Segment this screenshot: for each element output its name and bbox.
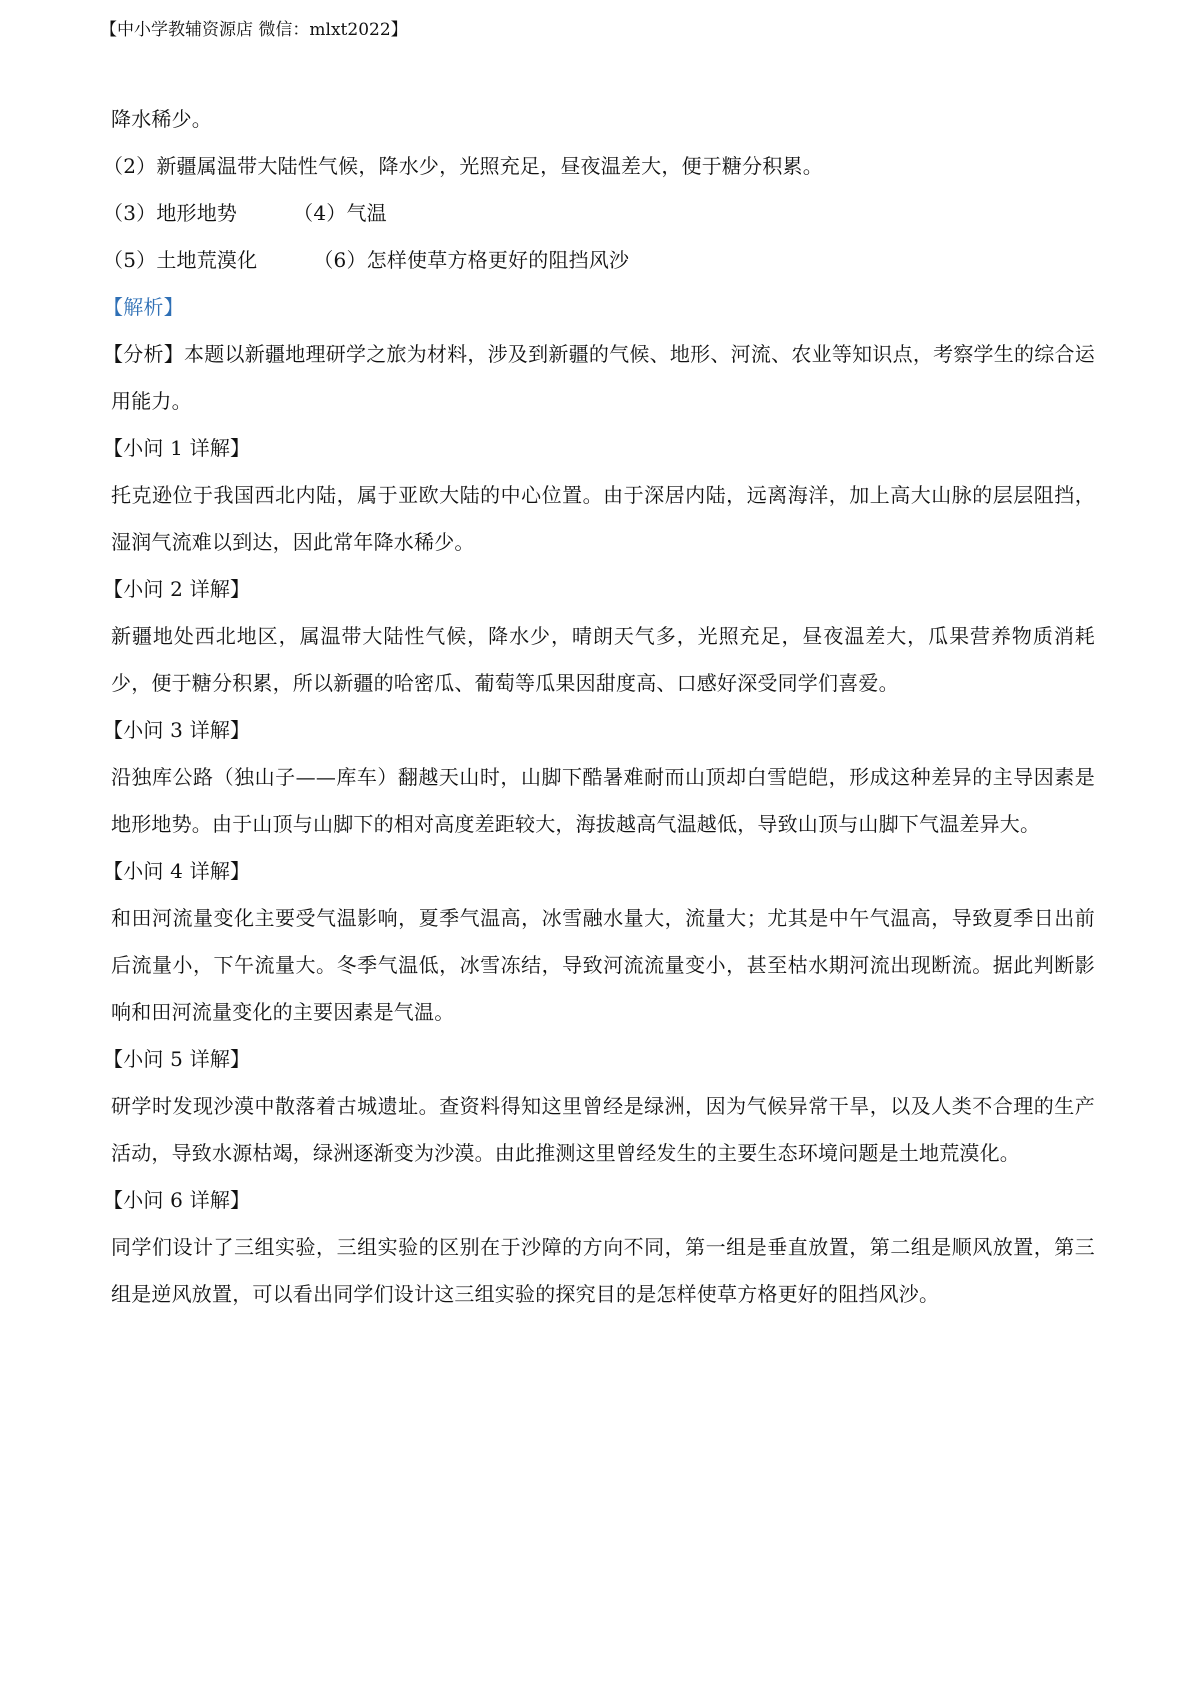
answer-5: （5）土地荒漠化	[103, 248, 258, 272]
answers-3-4-line	[103, 190, 1095, 237]
answer-3: （3）地形地势	[103, 201, 238, 225]
page-header: 【中小学教辅资源店 微信：mlxt2022】	[100, 20, 408, 40]
answer-4: （4）气温	[293, 201, 387, 225]
detail-1-text: 托克逊位于我国西北内陆，属于亚欧大陆的中心位置。由于深居内陆，远离海洋，加上高大山脉的层层阻挡，湿润气流难以到达，因此常年降水稀少。	[111, 483, 1095, 554]
answer-2: （2）新疆属温带大陆性气候，降水少，光照充足，昼夜温差大，便于糖分积累。	[103, 154, 823, 178]
detail-2-text: 新疆地处西北地区，属温带大陆性气候，降水少，晴朗天气多，光照充足，昼夜温差大，瓜果营养物质消耗少，便于糖分积累，所以新疆的哈密瓜、葡萄等瓜果因甜度高、口感好深受同学们喜爱。	[111, 624, 1095, 695]
analysis-paragraph: 【分析】本题以新疆地理研学之旅为材料，涉及到新疆的气候、地形、河流、农业等知识点，考察学生的综合运用能力。	[103, 342, 1095, 413]
detail-4-text: 和田河流量变化主要受气温影响，夏季气温高，冰雪融水量大，流量大；尤其是中午气温高，导致夏季日出前后流量小，下午流量大。冬季气温低，冰雪冻结，导致河流流量变小，甚至枯水期河流出现断流。据此判断影响和田河流量变化的主要因素是气温。	[111, 906, 1095, 1024]
detail-3-text: 沿独库公路（独山子——库车）翻越天山时，山脚下酷暑难耐而山顶却白雪皑皑，形成这种差异的主导因素是地形地势。由于山顶与山脚下的相对高度差距较大，海拔越高气温越低，导致山顶与山脚下气温差异大。	[111, 765, 1095, 836]
detail-3-heading: 【小问 3 详解】	[103, 718, 251, 742]
detail-5-text: 研学时发现沙漠中散落着古城遗址。查资料得知这里曾经是绿洲，因为气候异常干旱，以及人类不合理的生产活动，导致水源枯竭，绿洲逐渐变为沙漠。由此推测这里曾经发生的主要生态环境问题是土地荒漠化。	[111, 1094, 1095, 1165]
document-body	[103, 96, 1095, 1318]
detail-6-heading: 【小问 6 详解】	[103, 1188, 251, 1212]
answer-6: （6）怎样使草方格更好的阻挡风沙	[313, 248, 630, 272]
detail-6-text: 同学们设计了三组实验，三组实验的区别在于沙障的方向不同，第一组是垂直放置，第二组是顺风放置，第三组是逆风放置，可以看出同学们设计这三组实验的探究目的是怎样使草方格更好的阻挡风沙。	[111, 1235, 1095, 1306]
detail-5-heading: 【小问 5 详解】	[103, 1047, 251, 1071]
jiexi-label: 【解析】	[103, 295, 184, 319]
detail-1-heading: 【小问 1 详解】	[103, 436, 251, 460]
detail-4-heading: 【小问 4 详解】	[103, 859, 251, 883]
answers-5-6-line	[103, 237, 1095, 284]
answer-1-continuation: 降水稀少。	[111, 107, 212, 131]
detail-2-heading: 【小问 2 详解】	[103, 577, 251, 601]
